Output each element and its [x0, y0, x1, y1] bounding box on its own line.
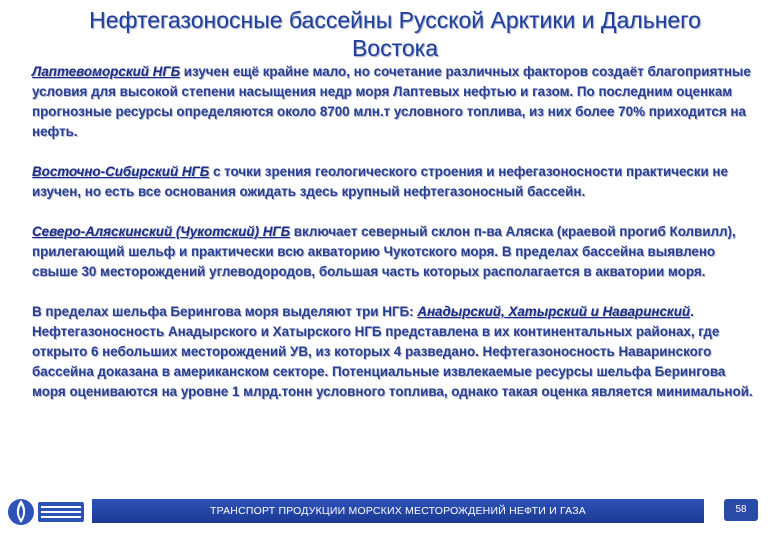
- basin-names-bering: Анадырский, Хатырский и Наваринский: [417, 304, 691, 319]
- paragraph-laptev: [32, 62, 754, 142]
- paragraph-prefix: В пределах шельфа Берингова моря выделяют три НГБ:: [32, 304, 418, 319]
- basin-name-north-alaska: Северо-Аляскинский (Чукотский) НГБ: [32, 224, 291, 239]
- paragraph-north-alaska: [32, 222, 754, 282]
- basin-name-laptev: Лаптевоморский НГБ: [32, 64, 181, 79]
- paragraph-bering: [32, 302, 754, 402]
- paragraph-east-siberian: [32, 162, 754, 202]
- slide-body: [32, 62, 754, 422]
- paragraph-text: изучен ещё крайне мало, но сочетание различных факторов создаёт благоприятные условия для высокой степени насыщения недр моря Лаптевых нефтью и газом. По последним оценкам прогнозные ресурсы определяются около 8700 млн.т условного топлива, из них более 70% приходится на нефть.: [32, 64, 751, 139]
- paragraph-text: . Нефтегазоносность Анадырского и Хатырского НГБ представлена в их континентальных районах, где открыто 6 небольших месторождений УВ, из которых 4 разведано. Нефтегазоносность Наваринского бассейна доказана в американском секторе. Потенциальные извлекаемые ресурсы шельфа Берингова моря оцениваются на уровне 1 млрд.тонн условного топлива, однако такая оценка является минимальной.: [32, 304, 753, 399]
- page-number: 58: [724, 499, 758, 521]
- paragraph-text: включает северный склон п-ва Аляска (краевой прогиб Колвилл), прилегающий шельф и практически всю акваторию Чукотского моря. В пределах бассейна выявлено свыше 30 месторождений углеводородов, большая часть которых располагается в акватории моря.: [32, 224, 736, 279]
- gazprom-logo: [4, 492, 88, 530]
- basin-name-east-siberian: Восточно-Сибирский НГБ: [32, 164, 210, 179]
- slide-footer: [0, 492, 780, 530]
- paragraph-text: с точки зрения геологического строения и нефегазоносности практически не изучен, но есть все основания ожидать здесь крупный нефтегазоносный бассейн.: [32, 164, 728, 199]
- footer-banner: ТРАНСПОРТ ПРОДУКЦИИ МОРСКИХ МЕСТОРОЖДЕНИЙ НЕФТИ И ГАЗА: [92, 499, 704, 523]
- gazprom-logo-icon: [4, 492, 88, 530]
- slide-title: Нефтегазоносные бассейны Русской Арктики и Дальнего Востока: [89, 7, 701, 61]
